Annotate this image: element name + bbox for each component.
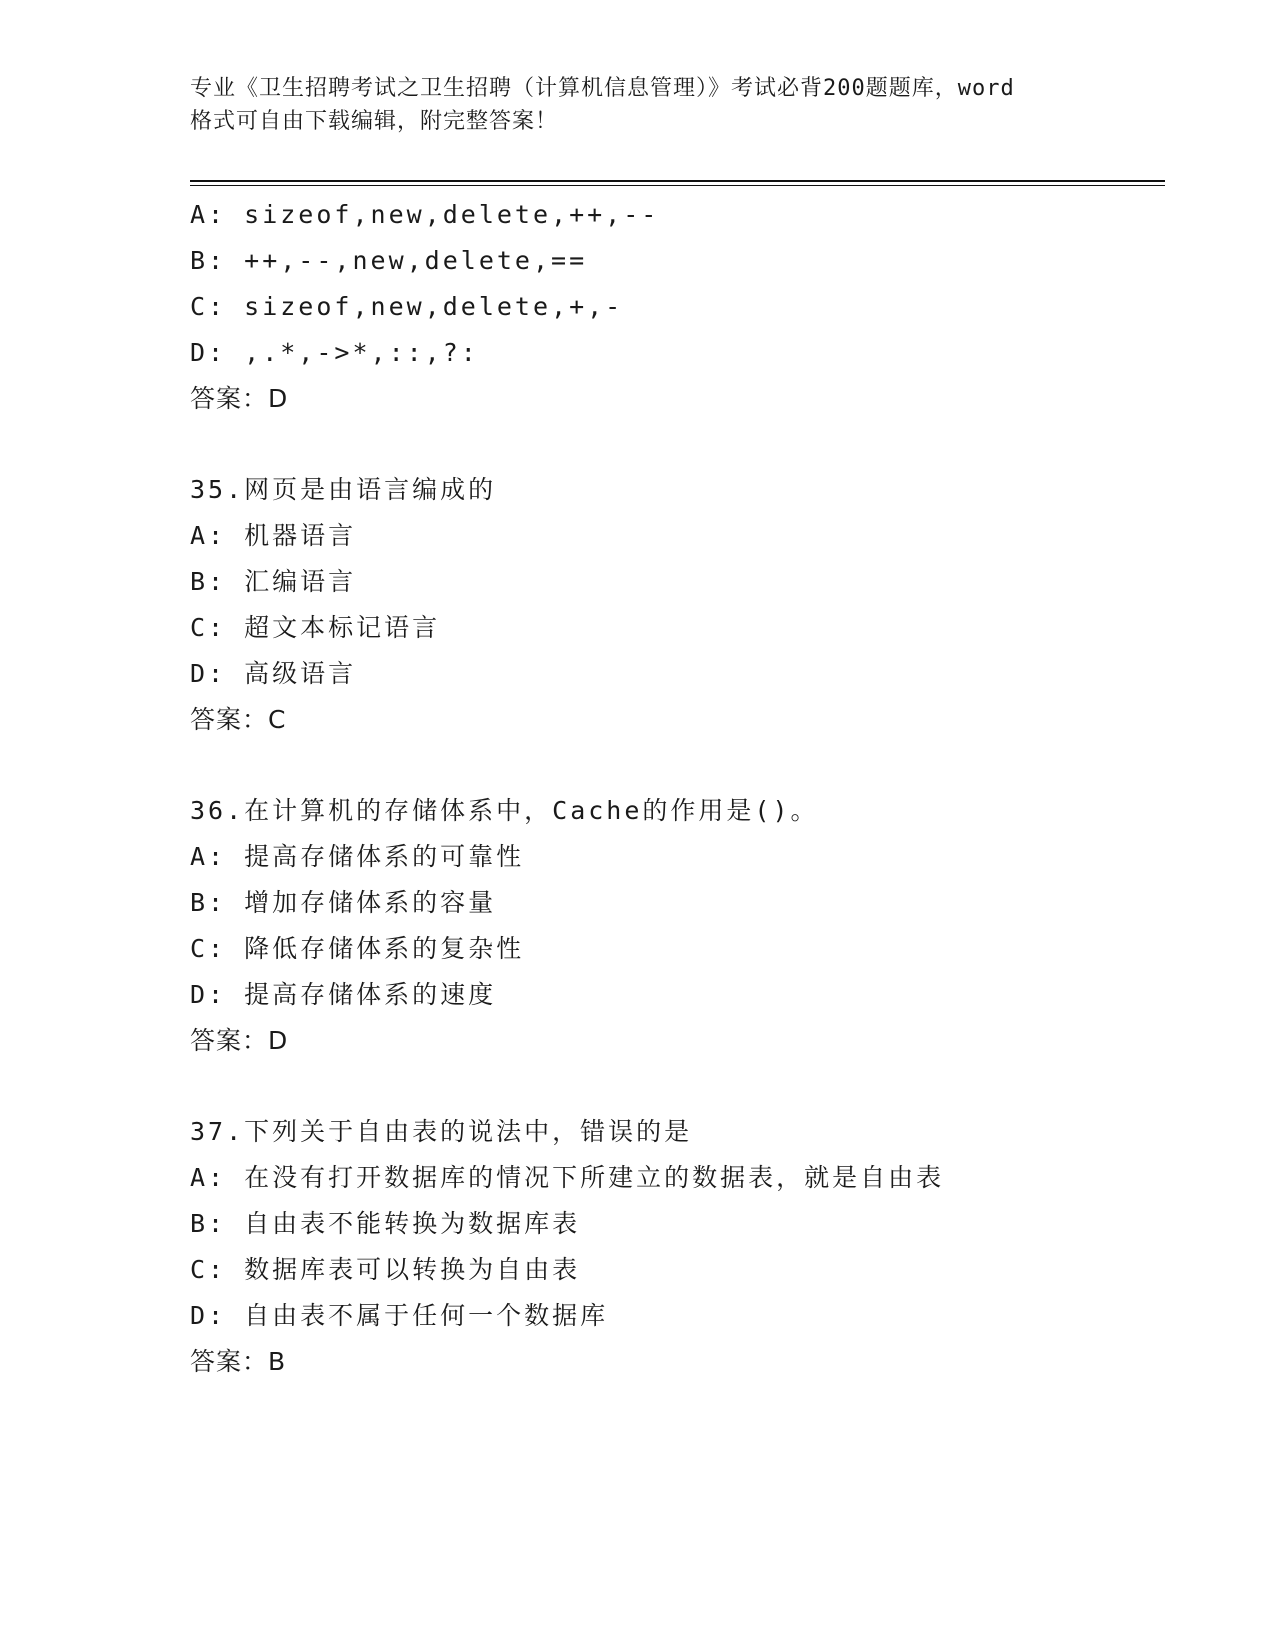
- option-a: A: 机器语言: [190, 521, 357, 550]
- option-c: C: sizeof,new,delete,+,-: [190, 292, 624, 321]
- question-text: 36.在计算机的存储体系中，Cache的作用是()。: [190, 796, 819, 825]
- option-a: A: 提高存储体系的可靠性: [190, 842, 525, 871]
- question-list: [190, 192, 1165, 1385]
- header-line-2: 格式可自由下载编辑，附完整答案！: [190, 109, 559, 134]
- option-b: B: ++,--,new,delete,==: [190, 246, 588, 275]
- option-c: C: 降低存储体系的复杂性: [190, 934, 525, 963]
- question-block-37: [190, 1109, 1165, 1385]
- option-a: A: sizeof,new,delete,++,--: [190, 200, 660, 229]
- question-block-34: [190, 192, 1165, 422]
- answer-line: 答案：D: [190, 384, 289, 413]
- option-a: A: 在没有打开数据库的情况下所建立的数据表，就是自由表: [190, 1163, 945, 1192]
- question-text: 37.下列关于自由表的说法中，错误的是: [190, 1117, 693, 1146]
- question-block-35: [190, 467, 1165, 743]
- option-c: C: 数据库表可以转换为自由表: [190, 1255, 581, 1284]
- option-d: D: 提高存储体系的速度: [190, 980, 497, 1009]
- option-b: B: 汇编语言: [190, 567, 357, 596]
- option-d: D: 自由表不属于任何一个数据库: [190, 1301, 609, 1330]
- header-divider-thin: [190, 185, 1165, 186]
- question-text: 35.网页是由语言编成的: [190, 475, 497, 504]
- option-d: D: ,.*,->*,::,?:: [190, 338, 479, 367]
- header-divider-thick: [190, 180, 1165, 182]
- answer-line: 答案：D: [190, 1026, 289, 1055]
- option-d: D: 高级语言: [190, 659, 357, 688]
- answer-line: 答案：C: [190, 705, 287, 734]
- option-c: C: 超文本标记语言: [190, 613, 441, 642]
- answer-line: 答案：B: [190, 1347, 287, 1376]
- question-block-36: [190, 788, 1165, 1064]
- header-line-1: 专业《卫生招聘考试之卫生招聘（计算机信息管理）》考试必背200题题库，word: [190, 76, 1015, 101]
- option-b: B: 自由表不能转换为数据库表: [190, 1209, 581, 1238]
- option-b: B: 增加存储体系的容量: [190, 888, 497, 917]
- document-header: [190, 72, 1090, 138]
